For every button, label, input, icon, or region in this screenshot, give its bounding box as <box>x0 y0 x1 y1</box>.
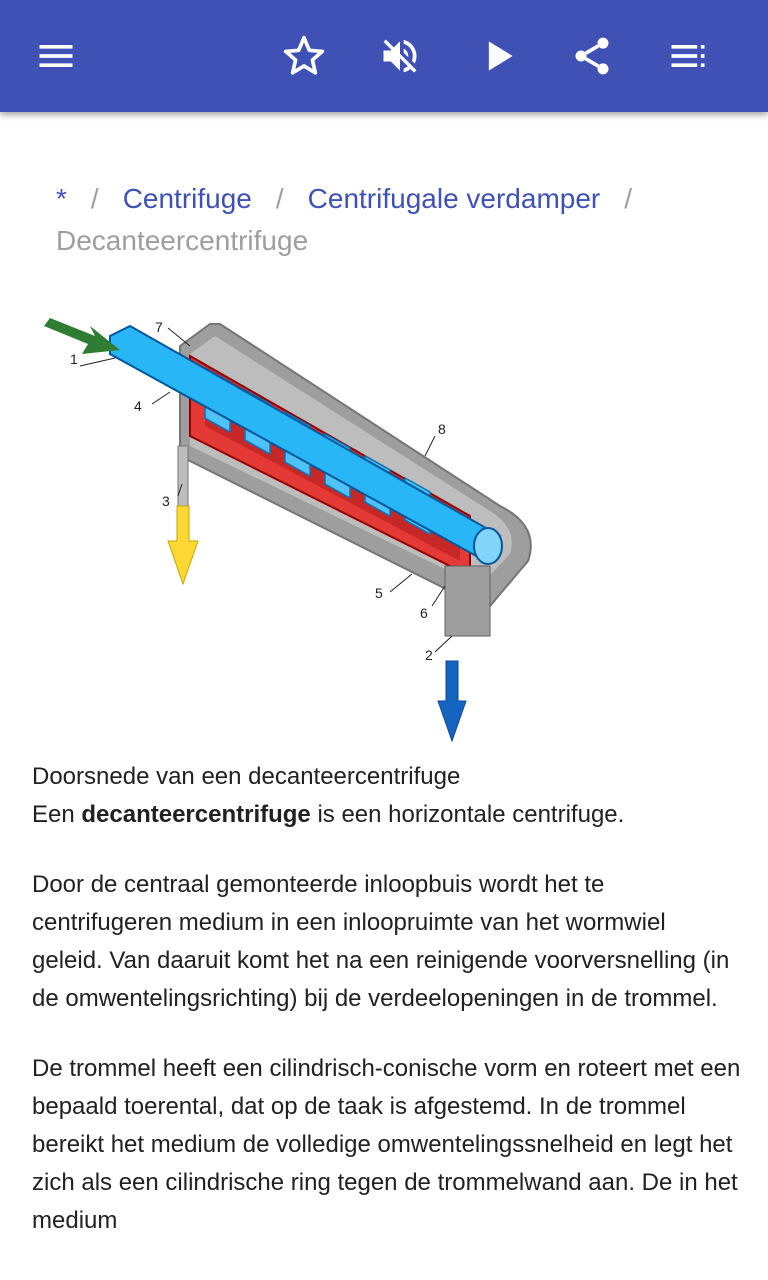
diagram-label-8: 8 <box>438 421 446 437</box>
share-icon <box>570 34 614 78</box>
breadcrumb-home-link[interactable]: * <box>56 183 67 214</box>
body-paragraph-1: Door de centraal gemonteerde inloopbuis wordt het te centrifugeren medium in een inloopruimte van het wormwiel geleid. Van daaruit komt het na een reinigende voorversnelling (in de omwentelingsrichting) bij de verdeelopeningen in de trommel. <box>32 871 730 1012</box>
favorite-button[interactable] <box>272 24 336 88</box>
menu-icon <box>34 34 78 78</box>
figure-caption: Doorsnede van een decanteercentrifuge <box>32 763 461 790</box>
breadcrumb-separator: / <box>90 183 99 214</box>
list-icon <box>666 34 710 78</box>
article-content <box>32 758 742 1240</box>
decanter-centrifuge-diagram <box>40 306 540 746</box>
share-button[interactable] <box>560 24 624 88</box>
intro-paragraph <box>32 796 742 834</box>
breadcrumb-current: Decanteercentrifuge <box>56 225 309 256</box>
app-toolbar <box>0 0 768 112</box>
menu-button[interactable] <box>24 24 88 88</box>
diagram-label-4: 4 <box>134 398 142 414</box>
breadcrumb-centrifuge-link[interactable]: Centrifuge <box>122 183 252 214</box>
diagram-label-7: 7 <box>155 319 163 335</box>
article-figure[interactable] <box>40 306 540 746</box>
mute-button[interactable] <box>368 24 432 88</box>
breadcrumb <box>56 178 736 262</box>
diagram-label-2: 2 <box>425 647 433 663</box>
breadcrumb-separator: / <box>275 183 284 214</box>
intro-text-after: is een horizontale centrifuge. <box>310 801 625 828</box>
play-button[interactable] <box>466 24 530 88</box>
breadcrumb-verdamper-link[interactable]: Centrifugale verdamper <box>307 183 601 214</box>
intro-text-before: Een <box>32 801 82 828</box>
diagram-label-6: 6 <box>420 605 428 621</box>
diagram-label-3: 3 <box>162 493 170 509</box>
table-of-contents-button[interactable] <box>656 24 720 88</box>
diagram-label-1: 1 <box>70 351 78 367</box>
volume-off-icon <box>378 34 422 78</box>
body-paragraph-2: De trommel heeft een cilindrisch-conische vorm en roteert met een bepaald toerental, dat op de taak is afgestemd. In de trommel bereikt het medium de volledige omwentelingssnelheid en legt het zich als een cilindrische ring tegen de trommelwand aan. De in het medium <box>32 1055 741 1234</box>
breadcrumb-separator: / <box>624 183 633 214</box>
intro-term: decanteercentrifuge <box>81 801 311 828</box>
play-icon <box>476 34 520 78</box>
diagram-label-5: 5 <box>375 585 383 601</box>
star-outline-icon <box>282 34 326 78</box>
